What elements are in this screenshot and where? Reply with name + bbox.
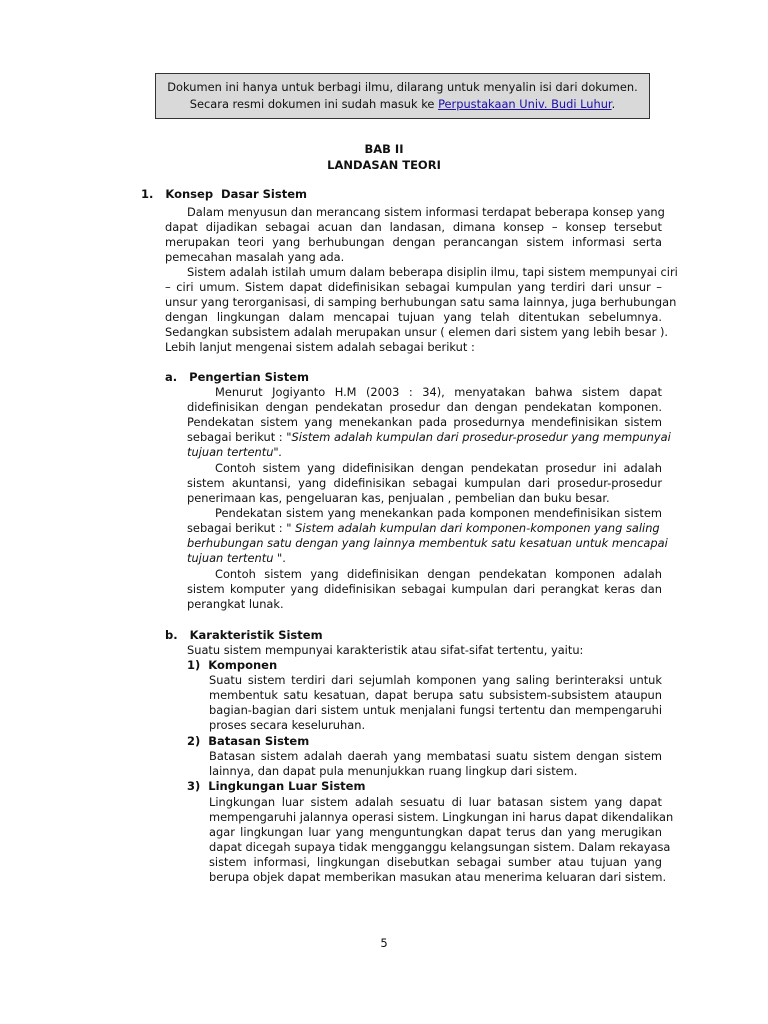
definition-quote-end: tujuan tertentu". xyxy=(187,445,283,459)
subsection-a-heading: a. Pengertian Sistem xyxy=(165,370,309,384)
notice-line-2-end: . xyxy=(611,97,616,111)
chapter-title: LANDASAN TEORI xyxy=(327,158,441,172)
item-2-heading: 2) Batasan Sistem xyxy=(187,734,310,748)
quote-close: ". xyxy=(273,551,286,565)
subsection-a-line: sistem akuntansi, yang didefinisikan sebagai kumpulan dari prosedur-prosedur xyxy=(187,476,662,490)
subsection-a-line: penerimaan kas, pengeluaran kas, penjualan , pembelian dan buku besar. xyxy=(187,491,610,505)
definition-quote: Sistem adalah kumpulan dari komponen-komponen yang saling xyxy=(295,521,660,535)
section-1-para2-line: Sistem adalah istilah umum dalam beberapa disiplin ilmu, tapi sistem mempunyai ciri xyxy=(187,265,678,279)
section-1-para1-line: pemecahan masalah yang ada. xyxy=(165,250,345,264)
item-1-line: Suatu sistem terdiri dari sejumlah komponen yang saling berinteraksi untuk xyxy=(209,673,662,687)
copyright-notice xyxy=(155,73,650,119)
notice-line-1: Dokumen ini hanya untuk berbagi ilmu, dilarang untuk menyalin isi dari dokumen. xyxy=(167,80,638,94)
subsection-a-line: perangkat lunak. xyxy=(187,597,284,611)
section-1-heading: 1. Konsep Dasar Sistem xyxy=(141,187,307,201)
item-1-line: proses secara keseluruhan. xyxy=(209,718,366,732)
section-1-para1-line: merupakan teori yang berhubungan dengan perancangan sistem informasi serta xyxy=(165,235,662,249)
subsection-a-line: Menurut Jogiyanto H.M (2003 : 34), menyatakan bahwa sistem dapat xyxy=(215,385,662,399)
definition-prefix: sebagai berikut : " xyxy=(187,521,296,535)
item-3-line: berupa objek dapat memberikan masukan atau menerima keluaran dari sistem. xyxy=(209,870,667,884)
page-number: 5 xyxy=(380,936,388,950)
item-3-line: Lingkungan luar sistem adalah sesuatu di luar batasan sistem yang dapat xyxy=(209,795,662,809)
item-2-line: lainnya, dan dapat pula menunjukkan ruang lingkup dari sistem. xyxy=(209,764,578,778)
notice-line-2-text: Secara resmi dokumen ini sudah masuk ke xyxy=(189,97,439,111)
subsection-a-line: didefinisikan dengan pendekatan prosedur dan dengan pendekatan komponen. xyxy=(187,400,662,414)
subsection-a-line: Contoh sistem yang didefinisikan dengan pendekatan prosedur ini adalah xyxy=(215,461,662,475)
item-1-line: membentuk satu kesatuan, dapat berupa satu subsistem-subsistem ataupun xyxy=(209,688,662,702)
subsection-b-intro: Suatu sistem mempunyai karakteristik atau sifat-sifat tertentu, yaitu: xyxy=(187,643,584,657)
definition-quote: berhubungan satu dengan yang lainnya membentuk satu kesatuan untuk mencapai xyxy=(187,536,668,550)
item-3-line: dapat dicegah supaya tidak mengganggu kelangsungan sistem. Dalam rekayasa xyxy=(209,840,671,854)
subsection-a-line xyxy=(187,551,286,566)
item-1-line: bagian-bagian dari sistem untuk menjalani fungsi tertentu dan mempengaruhi xyxy=(209,703,662,717)
item-3-line: agar lingkungan luar yang menguntungkan dapat terus dan yang merugikan xyxy=(209,825,662,839)
subsection-a-line: Pendekatan sistem yang menekankan pada komponen mendefinisikan sistem xyxy=(215,506,662,520)
subsection-a-line xyxy=(187,521,660,536)
subsection-a-line xyxy=(187,430,671,445)
definition-quote-end: tujuan tertentu xyxy=(187,551,274,565)
item-3-line: sistem informasi, lingkungan disebutkan sebagai sumber atau tujuan yang xyxy=(209,855,662,869)
section-1-para2-line: Sedangkan subsistem adalah merupakan unsur ( elemen dari sistem yang lebih besar ). xyxy=(165,325,669,339)
subsection-a-line: sistem komputer yang didefinisikan sebagai kumpulan dari perangkat keras dan xyxy=(187,582,662,596)
section-1-para2-line: Lebih lanjut mengenai sistem adalah sebagai berikut : xyxy=(165,340,475,354)
section-1-para2-line: dengan lingkungan dalam mencapai tujuan yang telah ditentukan sebelumnya. xyxy=(165,310,662,324)
chapter-number: BAB II xyxy=(364,142,404,156)
subsection-a-line: Contoh sistem yang didefinisikan dengan pendekatan komponen adalah xyxy=(215,567,662,581)
section-1-para1-line: dapat dijadikan sebagai acuan dan landasan, dimana konsep – konsep tersebut xyxy=(165,220,662,234)
definition-prefix: sebagai berikut : xyxy=(187,430,287,444)
section-1-para1-line: Dalam menyusun dan merancang sistem informasi terdapat beberapa konsep yang xyxy=(187,205,665,219)
item-3-heading: 3) Lingkungan Luar Sistem xyxy=(187,779,366,793)
item-1-heading: 1) Komponen xyxy=(187,658,278,672)
subsection-b-heading: b. Karakteristik Sistem xyxy=(165,628,323,642)
section-1-para2-line: unsur yang terorganisasi, di samping berhubungan satu sama lainnya, juga berhubungan xyxy=(165,295,677,309)
subsection-a-line: Pendekatan sistem yang menekankan pada prosedurnya mendefinisikan sistem xyxy=(187,415,662,429)
library-link[interactable]: Perpustakaan Univ. Budi Luhur xyxy=(438,97,612,111)
item-2-line: Batasan sistem adalah daerah yang membatasi suatu sistem dengan sistem xyxy=(209,749,662,763)
section-1-para2-line: – ciri umum. Sistem dapat didefinisikan sebagai kumpulan yang terdiri dari unsur – xyxy=(165,280,662,294)
item-3-line: mempengaruhi jalannya operasi sistem. Lingkungan ini harus dapat dikendalikan xyxy=(209,810,674,824)
notice-line-2 xyxy=(156,96,649,113)
definition-quote: "Sistem adalah kumpulan dari prosedur-prosedur yang mempunyai xyxy=(286,430,671,444)
